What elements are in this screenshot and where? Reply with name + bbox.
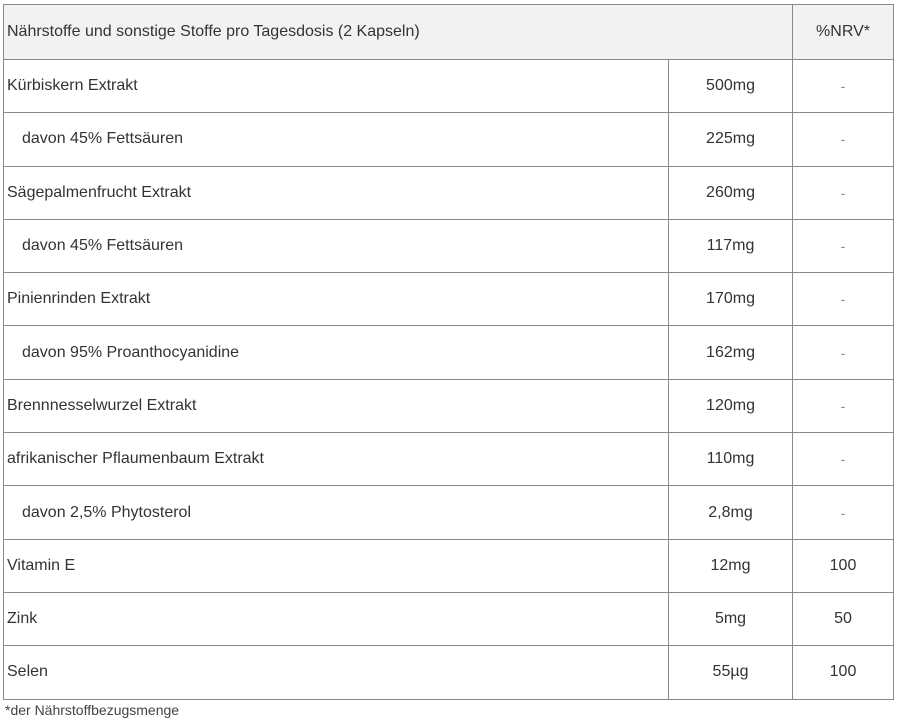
nutrient-name: Sägepalmenfrucht Extrakt — [4, 166, 669, 219]
nutrient-name: Vitamin E — [4, 539, 669, 592]
nutrient-nrv: - — [793, 219, 894, 272]
table-row — [4, 273, 894, 326]
nutrient-amount: 110mg — [669, 433, 793, 486]
nutrient-table-body — [4, 60, 894, 700]
nutrient-amount: 225mg — [669, 113, 793, 166]
table-row — [4, 219, 894, 272]
table-row — [4, 326, 894, 379]
nutrient-nrv: - — [793, 60, 894, 113]
footnote: *der Nährstoffbezugsmenge — [5, 702, 180, 718]
nutrient-table-head — [4, 5, 894, 60]
nutrient-nrv: - — [793, 166, 894, 219]
nutrient-nrv: - — [793, 379, 894, 432]
table-row — [4, 433, 894, 486]
nutrient-nrv: 100 — [793, 539, 894, 592]
nutrient-nrv: - — [793, 113, 894, 166]
nutrient-amount: 260mg — [669, 166, 793, 219]
nutrient-table — [3, 4, 894, 700]
nutrient-amount: 117mg — [669, 219, 793, 272]
nutrient-amount: 120mg — [669, 379, 793, 432]
nutrient-name: Brennnesselwurzel Extrakt — [4, 379, 669, 432]
header-nutrients-label: Nährstoffe und sonstige Stoffe pro Tagesdosis (2 Kapseln) — [4, 5, 793, 60]
nutrient-name: afrikanischer Pflaumenbaum Extrakt — [4, 433, 669, 486]
nutrient-name: davon 95% Proanthocyanidine — [4, 326, 669, 379]
nutrient-name: davon 45% Fettsäuren — [4, 219, 669, 272]
nutrient-name: Pinienrinden Extrakt — [4, 273, 669, 326]
nutrient-nrv: 100 — [793, 646, 894, 699]
table-row — [4, 60, 894, 113]
nutrient-nrv: - — [793, 273, 894, 326]
nutrient-nrv: - — [793, 326, 894, 379]
nutrient-name: Zink — [4, 592, 669, 645]
nutrient-amount: 12mg — [669, 539, 793, 592]
nutrient-name: davon 45% Fettsäuren — [4, 113, 669, 166]
table-row — [4, 486, 894, 539]
table-row — [4, 592, 894, 645]
nutrient-amount: 170mg — [669, 273, 793, 326]
nutrient-amount: 500mg — [669, 60, 793, 113]
nutrient-name: Kürbiskern Extrakt — [4, 60, 669, 113]
nutrient-amount: 162mg — [669, 326, 793, 379]
table-row — [4, 379, 894, 432]
nutrient-nrv: - — [793, 433, 894, 486]
table-row — [4, 646, 894, 699]
nutrient-amount: 2,8mg — [669, 486, 793, 539]
table-row — [4, 113, 894, 166]
nutrient-nrv: 50 — [793, 592, 894, 645]
nutrient-amount: 55µg — [669, 646, 793, 699]
nutrient-amount: 5mg — [669, 592, 793, 645]
nutrient-nrv: - — [793, 486, 894, 539]
header-nrv-label: %NRV* — [793, 5, 894, 60]
table-row — [4, 166, 894, 219]
table-row — [4, 539, 894, 592]
nutrient-name: davon 2,5% Phytosterol — [4, 486, 669, 539]
header-row — [4, 5, 894, 60]
nutrient-name: Selen — [4, 646, 669, 699]
